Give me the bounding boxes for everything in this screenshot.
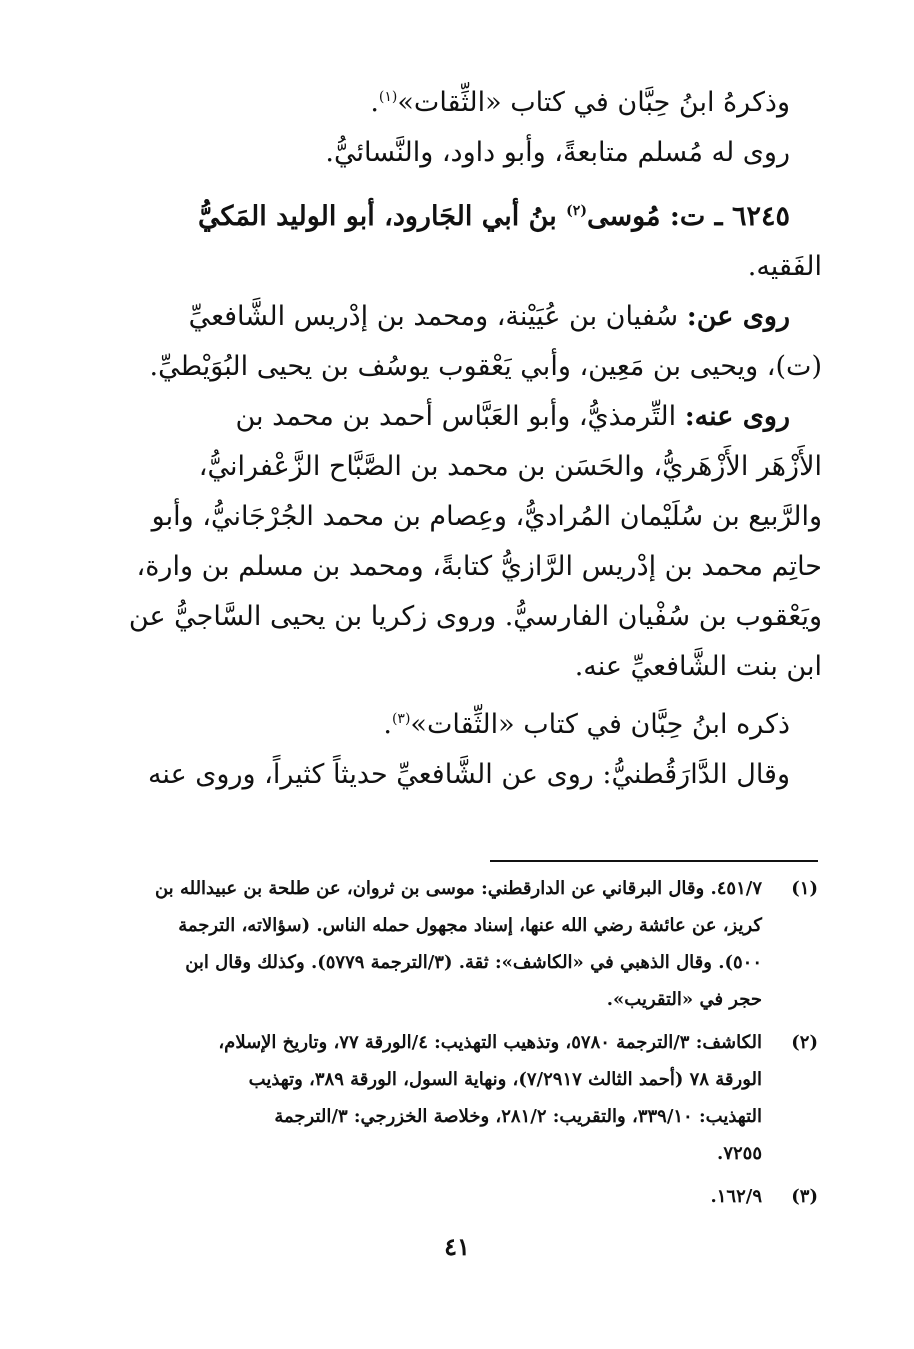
teachers-label: روى عن:: [686, 301, 790, 332]
footnote: [96, 870, 818, 1018]
text-line: والرَّبيع بن سُلَيْمان المُراديُّ، وعِصام بن محمد الجُرْجَانيُّ، وأبو: [151, 501, 822, 532]
footnote-line: التهذيب: ٣٣٩/١٠، والتقريب: ٢٨١/٢، وخلاصة الخزرجي: ٣/الترجمة: [274, 1106, 762, 1127]
text-line: [122, 700, 822, 750]
text-segment: .: [370, 87, 379, 118]
main-text: [122, 78, 822, 800]
footnote-line: ٥٠٠). وقال الذهبي في «الكاشف»: ثقة. (٣/الترجمة ٥٧٧٩). وكذلك وقال ابن: [185, 952, 762, 973]
footnote-reference: (٢): [566, 203, 587, 219]
footnote-separator: [490, 860, 818, 862]
footnote-line: الورقة ٧٨ (أحمد الثالث ٧/٢٩١٧)، ونهاية السول، الورقة ٣٨٩، وتهذيب: [248, 1069, 762, 1090]
footnote-number: (١): [791, 878, 818, 899]
text-line: روى له مُسلم متابعةً، وأبو داود، والنَّسائيُّ.: [325, 137, 790, 168]
footnote-number: (٢): [791, 1032, 818, 1053]
footnote: [96, 1024, 818, 1172]
footnote-line: ١٦٢/٩.: [710, 1186, 762, 1207]
footnote-line: كريز، عن عائشة رضي الله عنها، إسناد مجهول حمله الناس. (سؤالاته، الترجمة: [178, 915, 762, 936]
page-number: ٤١: [444, 1232, 470, 1261]
footnote-reference: (٣): [391, 711, 411, 727]
footnote-line: الكاشف: ٣/الترجمة ٥٧٨٠، وتذهيب التهذيب: ٤/الورقة ٧٧، وتاريخ الإسلام،: [218, 1032, 762, 1053]
footnote-line: ٧٢٥٥.: [717, 1143, 762, 1164]
entry-name-continued: بنُ أبي الجَارود، أبو الوليد المَكيُّ: [198, 201, 567, 232]
text-line: ويَعْقوب بن سُفْيان الفارسيُّ. وروى زكريا بن يحيى السَّاجيُّ عن: [128, 601, 822, 632]
text-line: [122, 292, 822, 342]
text-segment: وذكرهُ ابنُ حِبَّان في كتاب «الثِّقات»: [397, 87, 790, 118]
footnotes: [96, 870, 818, 1221]
text-line: الأَزْهَر الأَزْهَريُّ، والحَسَن بن محمد بن الصَّبَّاح الزَّعْفرانيُّ،: [198, 451, 822, 482]
text-segment: ذكره ابنُ حِبَّان في كتاب «الثِّقات»: [410, 709, 790, 740]
text-line: وقال الدَّارَقُطنيُّ: روى عن الشَّافعيِّ حديثاً كثيراً، وروى عنه: [147, 759, 790, 790]
footnote-number: (٣): [791, 1186, 818, 1207]
text-segment: التِّرمذيُّ، وأبو العَبَّاس أحمد بن محمد بن: [235, 401, 685, 432]
entry-number-and-name: ٦٢٤٥ ـ ت: مُوسى: [586, 201, 790, 232]
text-line: [122, 392, 822, 442]
text-line: [122, 78, 822, 128]
text-line: ابن بنت الشَّافعيِّ عنه.: [574, 651, 822, 682]
footnote-line: ٤٥١/٧. وقال البرقاني عن الدارقطني: موسى بن ثروان، عن طلحة بن عبيدالله بن: [154, 878, 762, 899]
text-line: حاتِم محمد بن إدْريس الرَّازيُّ كتابةً، ومحمد بن مسلم بن وارة،: [136, 551, 822, 582]
text-segment: سُفيان بن عُيَيْنة، ومحمد بن إدْريس الشَّافعيِّ: [188, 301, 687, 332]
text-line: (ت)، ويحيى بن مَعِين، وأبي يَعْقوب يوسُف بن يحيى البُوَيْطيِّ.: [149, 351, 822, 382]
text-line: الفَقيه.: [747, 251, 822, 282]
footnote-reference: (١): [378, 89, 398, 105]
entry-heading: [122, 192, 822, 242]
footnote: [96, 1178, 818, 1215]
text-segment: .: [383, 709, 392, 740]
students-label: روى عنه:: [684, 401, 790, 432]
footnote-line: حجر في «التقريب».: [606, 989, 762, 1010]
